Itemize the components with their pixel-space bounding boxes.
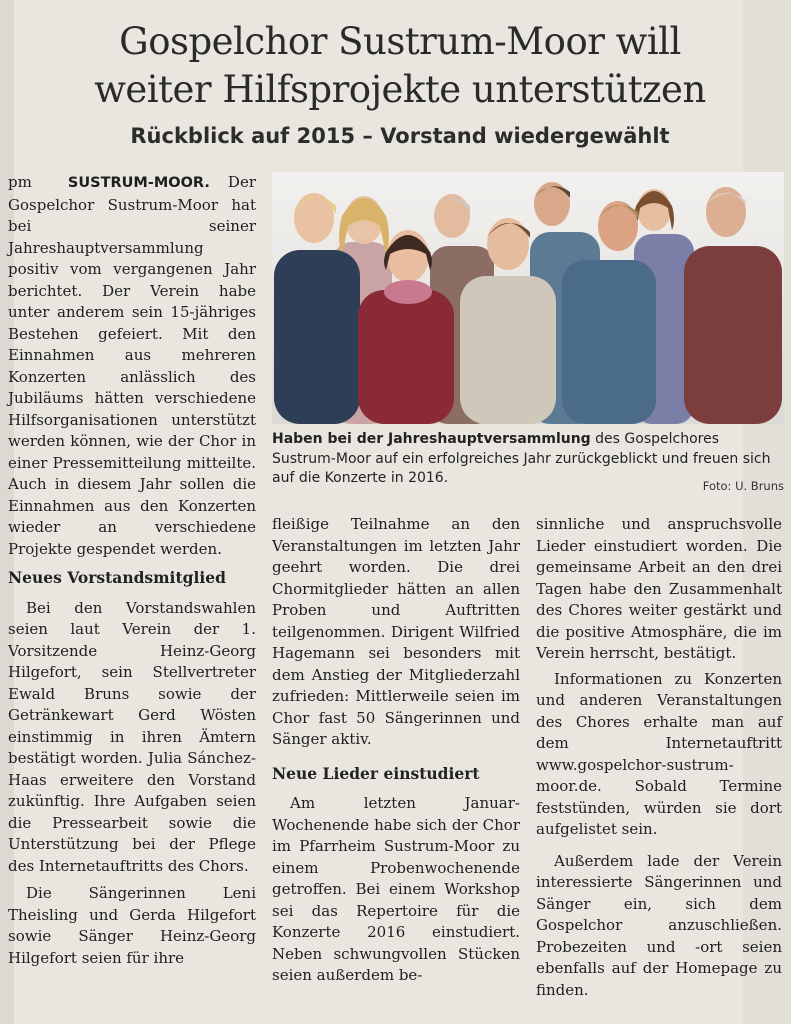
dateline: SUSTRUM-MOOR. bbox=[67, 175, 210, 191]
headline-line-2: weiter Hilfsprojekte unterstützen bbox=[94, 68, 706, 111]
article-headline bbox=[60, 18, 740, 114]
paragraph-einladung: Außerdem lade der Verein interessierte Sängerinnen und Sänger ein, sich dem Gospelchor anzuschließen. Probezeiten und -ort seien ebenfalls auf der Homepage zu finden. bbox=[536, 851, 782, 999]
article-column-2 bbox=[272, 514, 520, 987]
website-url: www.gospelchor-sustrum-moor.de. bbox=[536, 755, 734, 795]
lead-paragraph bbox=[8, 172, 256, 560]
photo-credit: Foto: U. Bruns bbox=[702, 479, 784, 493]
paragraph-informationen bbox=[536, 669, 782, 841]
group-photo bbox=[272, 172, 784, 424]
paragraph-ehrungen-cont: fleißige Teilnahme an den Veranstaltungen im letzten Jahr geehrt worden. Die drei Chormitglieder hätten an allen Proben und Auftritten teilgenommen. Dirigent Wilfried Hagemann sei besonders mit dem Anstieg der Mitgliederzahl zufrieden: Mittlerweile seien im Chor fast 50 Sängerinnen und Sänger aktiv. bbox=[272, 515, 520, 748]
author-initials: pm bbox=[8, 173, 32, 191]
article-column-3 bbox=[536, 514, 782, 1001]
section-heading-lieder: Neue Lieder einstudiert bbox=[272, 763, 480, 783]
headline-line-1: Gospelchor Sustrum-Moor will bbox=[119, 20, 681, 63]
paragraph-probenwochenende: Am letzten Januar-Wochenende habe sich der Chor im Pfarrheim Sustrum-Moor zu einem Probenwochenende getroffen. Bei einem Workshop sei das Repertoire für die Konzerte 2016 einstudiert. Neben schwungvollen Stücken seien außerdem be- bbox=[272, 794, 520, 984]
info-text-after: Sobald Termine feststünden, würden sie dort aufgelistet sein. bbox=[536, 777, 782, 838]
paragraph-vorstandswahlen: Bei den Vorstandswahlen seien laut Verein der 1. Vorsitzende Heinz-Georg Hilgefort, sein Stellvertreter Ewald Bruns sowie der Getränkewart Gerd Wösten einstimmig in ihren Ämtern bestätigt worden. Julia Sánchez-Haas erweitere den Vorstand zukünftig. Ihre Aufgaben seien die Pressearbeit sowie die Unterstützung bei der Pflege des Internetauftritts des Chors. bbox=[8, 598, 256, 875]
caption-text: des Gospelchores Sustrum-Moor auf ein erfolgreiches Jahr zurückgeblickt und freuen sich auf die Konzerte in 2016. bbox=[272, 431, 771, 486]
section-heading-vorstand: Neues Vorstandsmitglied bbox=[8, 568, 226, 587]
caption-bold: Haben bei der Jahreshauptversammlung bbox=[272, 431, 591, 447]
group-photo-icon bbox=[272, 172, 784, 424]
lead-text: Der Gospelchor Sustrum-Moor hat bei seiner Jahreshauptversammlung positiv vom vergangenen Jahr berichtet. Der Verein habe unter anderem sein 15-jähriges Bestehen gefeiert. Mit den Einnahmen aus mehreren Konzerten anlässlich des Jubiläums hätten verschiedene Hilfsorganisationen unterstützt werden können, wie der Chor in einer Pressemitteilung mitteilte. Auch in diesem Jahr sollen die Einnahmen aus den Konzerten wieder an verschiedene Projekte gespendet werden. bbox=[8, 173, 256, 558]
article-column-1 bbox=[8, 172, 256, 969]
paragraph-ehrungen: Die Sängerinnen Leni Theisling und Gerda Hilgefort sowie Sänger Heinz-Georg Hilgefort seien für ihre bbox=[8, 884, 256, 967]
article-subheadline: Rückblick auf 2015 – Vorstand wiedergewählt bbox=[130, 124, 670, 148]
info-text: Informationen zu Konzerten und anderen Veranstaltungen des Chores erhalte man auf dem Internetauftritt bbox=[536, 669, 782, 752]
paragraph-lieder-cont: sinnliche und anspruchsvolle Lieder einstudiert worden. Die gemeinsame Arbeit an den drei Tagen habe den Zusammenhalt des Chores weiter gestärkt und die positive Atmosphäre, die im Verein herrscht, bestätigt. bbox=[536, 515, 782, 662]
